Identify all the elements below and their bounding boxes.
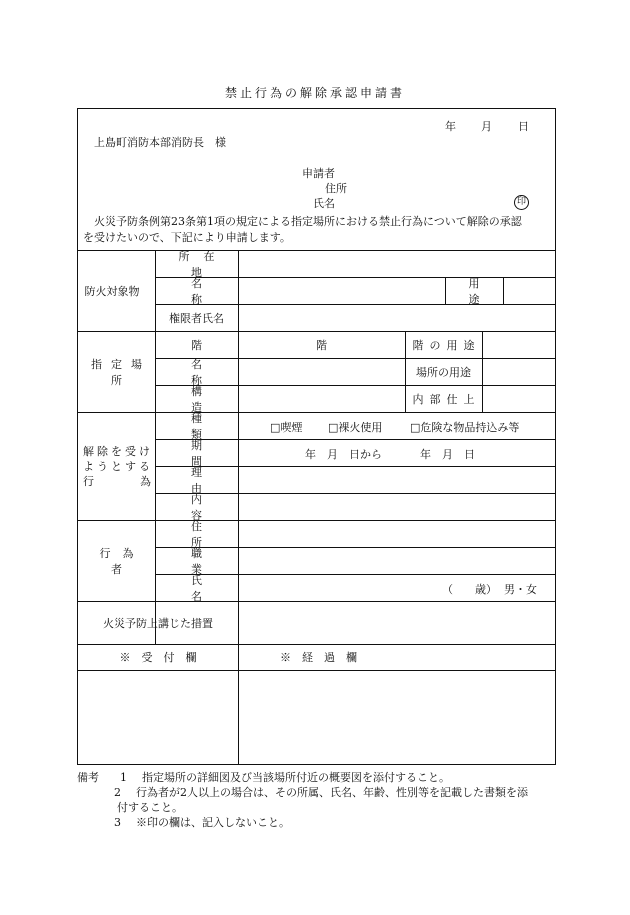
floor-col1: 階	[191, 338, 202, 352]
applicant-label: 申請者	[302, 167, 335, 180]
floor-col2: 階	[316, 338, 327, 352]
notes	[77, 770, 557, 830]
period-label: 期間	[191, 438, 244, 468]
note-text: 指定場所の詳細図及び当該場所付近の概要図を添付すること。	[142, 771, 450, 784]
progress-label: ※ 経 過 欄	[280, 651, 357, 664]
intro-text-line2: を受けたいので、下記により申請します。	[83, 231, 291, 244]
note-num: 2	[114, 786, 121, 799]
actor-address-label: 住所	[191, 519, 244, 549]
fire-target-name-label: 名称	[191, 276, 244, 306]
date-year: 年	[445, 120, 456, 133]
seal-mark: 印	[514, 195, 529, 210]
addressee: 上島町消防本部消防長 様	[94, 136, 226, 149]
applicant-name-label: 氏名	[313, 197, 335, 210]
release-heading-line2: ようとする	[83, 460, 153, 473]
note-text: ※印の欄は、記入しないこと。	[136, 816, 290, 829]
note-num: 1	[120, 771, 127, 784]
form-title: 禁止行為の解除承認申請書	[224, 86, 405, 100]
fire-target-heading: 防火対象物	[84, 284, 140, 298]
release-heading-line3b: 為	[140, 475, 151, 488]
period-from: 年 月 日から	[305, 448, 382, 461]
place-name-label: 名称	[191, 357, 244, 387]
floor-use-label: 階の用途	[412, 338, 481, 352]
applicant-address-label: 住所	[325, 182, 347, 195]
designated-place-heading: 指定場所	[91, 357, 151, 387]
period-to: 年 月 日	[420, 448, 475, 461]
form-frame	[77, 108, 556, 765]
sex-text: 男・女	[504, 583, 537, 596]
type-label: 種類	[191, 411, 244, 441]
date-day: 日	[518, 120, 529, 133]
divider	[482, 331, 483, 412]
age-text: （ 歳）	[442, 583, 497, 596]
reception-label: ※ 受 付 欄	[119, 651, 197, 664]
place-use-label: 場所の用途	[416, 365, 471, 379]
type-option-hazardous: □危険な物品持込み等	[410, 421, 520, 434]
note-text: 行為者が2人以上の場合は、その所属、氏名、年齢、性別等を記載した書類を添	[136, 786, 528, 799]
divider	[503, 277, 504, 304]
type-option-open-flame: □裸火使用	[328, 421, 383, 434]
notes-heading: 備考	[77, 771, 99, 784]
occupation-label: 職業	[191, 546, 244, 576]
date-month: 月	[481, 120, 492, 133]
note-num: 3	[114, 816, 121, 829]
release-heading-line3a: 行	[83, 475, 94, 488]
actor-heading: 行為者	[99, 546, 146, 576]
use-label: 用途	[468, 276, 494, 306]
note-text-cont: 付すること。	[117, 801, 183, 814]
content-label: 内容	[191, 492, 244, 522]
intro-text-line1: 火災予防条例第23条第1項の規定による指定場所における禁止行為について解除の承認	[94, 215, 522, 228]
structure-label: 構造	[191, 384, 244, 414]
divider	[78, 670, 555, 671]
reason-label: 理由	[191, 465, 244, 495]
type-option-smoking: □喫煙	[270, 421, 303, 434]
interior-label: 内部仕上	[412, 392, 481, 406]
authority-label: 権限者氏名	[169, 311, 224, 325]
fire-measures-label: 火災予防上講じた措置	[103, 616, 213, 630]
release-heading-line1: 解除を受け	[83, 445, 153, 458]
actor-name-label: 氏名	[191, 573, 244, 603]
location-label: 所在地	[178, 249, 229, 279]
